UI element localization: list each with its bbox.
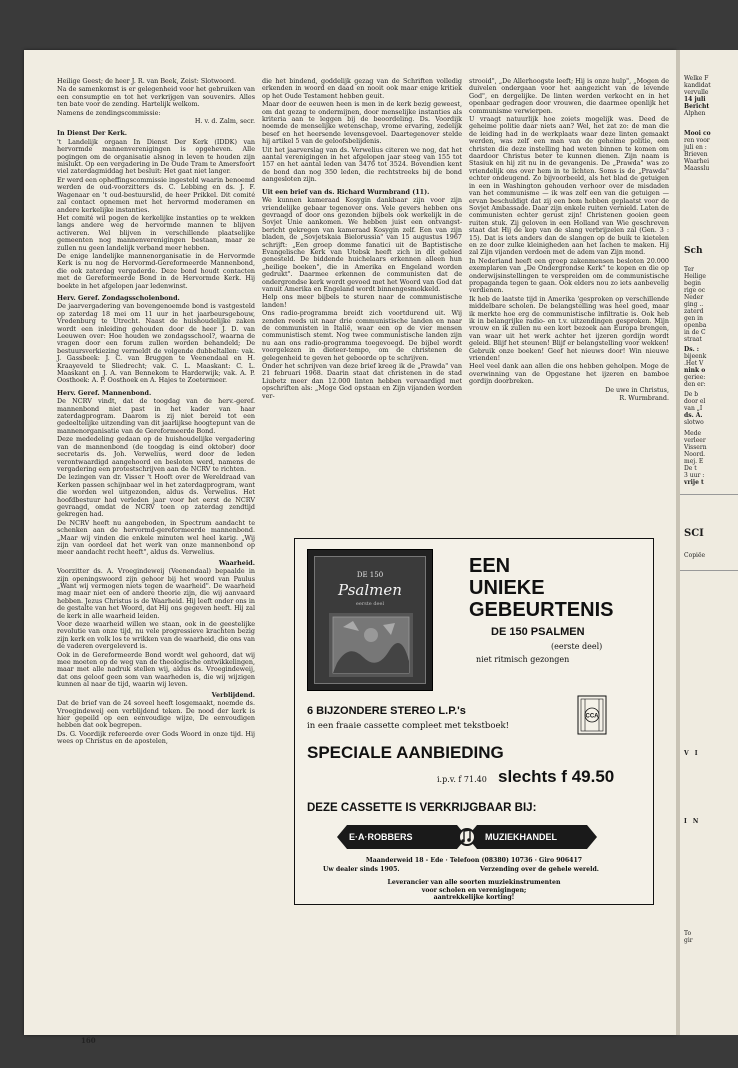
cca-logo-text: CCA <box>585 713 599 720</box>
next-text: van „I <box>684 405 703 412</box>
paragraph: Na de samenkomst is er gelegenheid voor het gebruiken van een consumptie en tot het verkrijgen van souvenirs. Alles ten bate voor de zending. Hartelijk welkom. <box>57 85 255 109</box>
next-text: Neder <box>684 294 704 301</box>
signature-name: R. Wurmbrand. <box>619 394 669 403</box>
subheading: Waarheid. <box>218 558 255 567</box>
paragraph: Er werd een opheffingscommissie ingesteld waarin benoemd werden de oud-voorzitters ds. C. Lebbing en ds. J. F. Wagenaar en 't oud-bestuurslid, de heer Prikkel. Dit comité zal contact opnemen met het hervormd moderamen en andere kerkelijke instanties. <box>57 175 255 214</box>
column-right <box>469 78 669 403</box>
next-text: To <box>684 930 692 937</box>
next-text: Waarhei <box>684 158 710 165</box>
robbers-logo <box>337 825 597 849</box>
supplier-line-3: aantrekkelijke korting! <box>433 894 515 901</box>
paragraph: Ook in de Gereformeerde Bond wordt wel gehoord, dat wij mee moeten op de weg van de theologische ontwikkelingen, maar met alle nadruk stellen wij, aldus ds. Vroegindeweij, dat ons geloof geen som van waarheden is, die wij wijzigen kunnen al naar de tijd, waarin wij leven. <box>57 650 255 689</box>
next-text: nink o <box>684 367 706 374</box>
supplier-line-1: Leverancier van alle soorten muziekinstrumenten <box>387 879 561 886</box>
shipping-note: Verzending over de gehele wereld. <box>480 866 599 873</box>
cca-logo <box>577 695 607 735</box>
next-heading: Sch <box>684 246 703 256</box>
next-text: door el <box>684 398 706 405</box>
paragraph: Ds. G. Voordijk refereerde over Gods Woord in onze tijd. Hij wees op Christus en de apostelen, <box>57 729 255 746</box>
logo-right-text: MUZIEKHANDEL <box>485 832 557 842</box>
column-left <box>57 78 255 747</box>
next-text: .Het V <box>684 360 704 367</box>
next-text: Alphen <box>684 110 706 117</box>
special-offer-heading: SPECIALE AANBIEDING <box>307 743 504 762</box>
section-heading: Uit een brief van ds. Richard Wurmbrand (11). <box>262 187 430 196</box>
album-title: Psalmen <box>338 581 402 599</box>
paragraph: Heel veel dank aan allen die ons hebben geholpen. Moge de overwinning van de Opgestane het ijzeren en bamboe gordijn doorbreken. <box>469 362 669 386</box>
next-text: Welke F <box>684 75 709 82</box>
section-heading: Herv. Geref. Mannenbond. <box>57 388 152 397</box>
next-text: Noord. <box>684 451 706 458</box>
headline <box>469 555 613 621</box>
headline-line-1: EEN <box>469 555 511 577</box>
album-subtitle: eerste deel <box>355 601 385 607</box>
next-text: 3 uur : <box>684 472 705 479</box>
next-text: rige oc <box>684 287 706 294</box>
next-text: 14 juli <box>684 96 706 103</box>
engraving-illustration <box>329 613 413 677</box>
paragraph: We kunnen kameraad Kosygin dankbaar zijn voor zijn vriendelijke gebaar tegenover ons. Vele gevers hebben ons gevraagd of door ons gezonden bijbels ook werkelijk in de Sovjet Unie aankomen. We hebben juist een ontvangst-bericht gekregen van kameraad Kosygin zelf. Een van zijn bladen, de „Sovjetskaia Bielorussia" van 15 augustus 1967 schrijft: „Een groep domme fanatici uit de Baptistische Evangelische Kerk van Utebsk heeft zich in dit gebied genesteld. De biddende huichelaars erkennen alleen hun „heilige boeken", die in Amerika en Engeland worden gedrukt". Daarmee erkennen de communisten dat de ondergrondse kerk wordt gevoed met het Woord van God dat vanuit Amerika en Engeland wordt binnengesmokkeld. <box>262 196 462 293</box>
paragraph: Ons radio-programma breidt zich voortdurend uit. Wij zenden reeds uit naar drie communistische landen en naar de communisten in Italië, waar een op de vier mensen communistisch stemt. Nog twee communistische landen zijn nu aan ons radio-programma toegevoegd. De bijbel wordt voorgelezen in dieteer-tempo, om de christenen de gelegenheid te geven het geboorde op te schrijven. <box>262 309 462 362</box>
next-text: vrije t <box>684 479 704 486</box>
next-text: Ds. : <box>684 346 699 353</box>
store-address: Maanderweid 18 - Ede · Telefoon (08380) 10736 · Giro 906417 <box>365 857 583 864</box>
next-text: vervulle <box>684 89 709 96</box>
paragraph: In Nederland heeft een groep zakenmensen besloten 20.000 exemplaren van „De Ondergrondse Kerk" te kopen en die op onderwijsinstellingen te verspreiden om de communistische propaganda tegen te gaan. Ook elders nou zo iets aanbevelig verdienen. <box>469 256 669 295</box>
column-middle <box>262 78 462 401</box>
next-text: begin <box>684 280 702 287</box>
next-text: ging .. <box>684 301 704 308</box>
next-text: Bericht <box>684 103 710 110</box>
advertisement <box>294 538 654 905</box>
next-text: geriee: <box>684 374 706 381</box>
paragraph: De NCRV vindt, dat de toogdag van de herv.-geref. mannenbond niet past in het kader van haar zaterdagprogram. Daarom is zij niet bereid tot een gedeeltelijke uitzending van dit jaarlijkse hoogtepunt van de mannenorganisatie van de Gereformeerde Bond. <box>57 397 255 435</box>
stereo-heading: 6 BIJZONDERE STEREO L.P.'s <box>307 705 466 717</box>
next-text: straat <box>684 336 702 343</box>
product-part: (eerste deel) <box>551 642 603 651</box>
paragraph: Voor deze waarheid willen we staan, ook in de geestelijke revolutie van onze tijd, nu vele progressieve krachten bezig zijn kerk en volk los te wrikken van de waarheid, die ons van de vaderen overgeleverd is. <box>57 620 255 651</box>
next-text: Vissern <box>684 444 707 451</box>
next-text: verleer <box>684 437 706 444</box>
paragraph: die het bindend, goddelijk gezag van de Schriften volledig erkenden in woord en daad en nooit ook maar enige kritiek op het Oude Testament hebben geuit. <box>262 77 462 100</box>
next-page-edge <box>680 50 738 1035</box>
next-heading: I N <box>684 818 701 825</box>
next-text: kandidat <box>684 82 711 89</box>
next-text: ren voor <box>684 137 710 144</box>
next-heading: V I <box>684 750 700 757</box>
next-text: bijeenk <box>684 353 707 360</box>
next-text: openba <box>684 322 707 329</box>
supplier-note <box>295 879 653 902</box>
paragraph: De jaarvergadering van bovengenoemde bond is vastgesteld op zaterdag 18 mei om 11 uur in het jaarbeursgebouw, Vredenburg te Utrecht. Naast de huishoudelijke zaken wordt een inleiding gehouden door de heer J. D. van Leeuwen over: Hoe houden we zondagsschool?, waarna de vragen door een forum zullen worden behandeld; De bestuursverkiezing vermeldt de volgende dubbeltallen: vak. J. Gassbeek: J. C. van Bruggen te Veenendaal en H. Kraayeveld te Sliedrecht; vak. C. L. Maaskant: C. L. Maaskant en J. A. van Bennekom te Harderwijk; vak. A. P. Oosthoek: A. P. Oosthoek en A. Hajes te Zoetermeer. <box>57 302 255 385</box>
paragraph: Onder het schrijven van deze brief kreeg ik de „Prawda" van 21 februari 1968. Daarin staat dat christenen in de stad Liubetz meer dan 12.000 linten hebben vervaardigd met opschriften als: „Moge God opstaan en Zijn vijanden worden ver- <box>262 362 462 400</box>
next-text: Copiëe <box>684 552 706 559</box>
next-text: gir <box>684 937 693 944</box>
next-text: in de C <box>684 329 706 336</box>
page-number: 160 <box>81 1036 96 1045</box>
stereo-subheading: in een fraaie cassette compleet met tekstboek! <box>307 721 510 731</box>
next-text: juli en : <box>684 144 707 151</box>
dealer-since: Uw dealer sinds 1905. <box>323 866 400 873</box>
next-text: Brieven <box>684 151 708 158</box>
paragraph: Deze mededeling gedaan op de huishoudelijke vergadering van de mannenbond (de toogdag is eind oktober) door secretaris ds. Joh. Verwelius, werd door de leden verontwaardigd aangehoord en besloten werd, namens de vergadering een protestschrijven aan de NCRV te richten. <box>57 435 255 473</box>
paragraph: De enige landelijke mannenorganisatie in de Hervormde Kerk is nu nog de Hervormd-Gereformeerde Mannenbond, die ook zaterdag vergaderde. Deze bond houdt contacten met de Gereformeerde Bond in de Hervormde Kerk. Hij boekte in het afgelopen jaar ledenwinst. <box>57 251 255 290</box>
signature-line: De uwe in Christus, <box>605 385 669 394</box>
next-text: Mede <box>684 430 702 437</box>
next-text: den er: <box>684 381 706 388</box>
paragraph: Ik heb de laatste tijd in Amerika 'gesproken op verschillende middelbare scholen. De belangstelling was heel goed, maar ik merkte hoe erg de communistische infiltratie is. Ook heb ik in belangrijke radio- en t.v. uitzendingen gesproken. Mijn vrouw en ik zullen nu een kort bezoek aan Europa brengen, van waar uit het werk achter het ijzeren gordijn wordt geleid. Blijf het steunen! Blijf er belangstelling voor wekken! Gebruik onze boeken! Geef het nieuws door! Win nieuwe vrienden! <box>469 294 669 363</box>
paragraph: Dat de brief van de 24 soveel heeft losgemaakt, noemde ds. Vroegindeweij een verblijdend teken. De nood der kerk is hier gepeild op een eenvoudige wijze, De eenvoudigen hebben dat ook begrepen. <box>57 699 255 730</box>
next-text: ds. A. <box>684 412 703 419</box>
next-text: slotwo <box>684 419 704 426</box>
paragraph: De NCRV heeft nu aangeboden, in Spectrum aandacht te schenken aan de hervormd-gereformeerde mannenbond. „Maar wij vinden die enkele minuten wel heel karig. „Wij zijn van oordeel dat het werk van onze mannenbond op meer aandacht recht heeft", aldus ds. Verwelius. <box>57 518 255 557</box>
supplier-line-2: voor scholen en verenigingen; <box>421 886 527 894</box>
paragraph: Maar door de eeuwen heen is men in de kerk bezig geweest, om dat gezag te ondermijnen, door menselijke instanties als kriteria aan te leggen bij de beoordeling. Ds. Voordijk noemde de menselijke wetenschap, vrome ervaring, zedelijk besef en het heersende levensgevoel. Daartegenover stelde hij artikel 5 van de geloofsbelijdenis. <box>262 100 462 146</box>
paragraph: Heilige Geest; de heer J. R. van Beek, Zeist: Slotwoord. <box>57 77 237 85</box>
subheading: Verblijdend. <box>211 690 255 699</box>
product-title: DE 150 PSALMEN <box>491 626 585 638</box>
original-price: i.p.v. f 71.40 <box>437 775 487 784</box>
headline-line-3: GEBEURTENIS <box>469 599 614 621</box>
paragraph: strooid", „De Allerhoogste leeft; Hij is onze hulp", „Mogen de duivelen ondergaan voor het aangezicht van de levende God", en dergelijke. De linten werden verkocht en in het openbaar gedragen door vrouwen, die daarmee openlijk het communisme verwierpen. <box>469 77 669 115</box>
next-text: mej. E <box>684 458 704 465</box>
next-text: De b <box>684 391 699 398</box>
paragraph: De lezingen van dr. Visser 't Hooft over de Wereldraad van Kerken passen schijnbaar wel in het zaterdagprogram, want die worden wel uitgezonden, aldus ds. Verwelius. Het hoofdbestuur had verleden jaar voor het eerst de NCRV gevraagd, omdat de NCRV toen op zaterdag zendtijd gekregen had. <box>57 473 255 519</box>
section-heading: In Dienst Der Kerk. <box>57 129 128 138</box>
album-cover-image <box>307 549 433 691</box>
paragraph: Namens de zendingscommissie: <box>57 108 161 117</box>
next-text: Heilige <box>684 273 706 280</box>
next-text: Mooi co <box>684 130 711 137</box>
album-top-text: DE 150 <box>356 571 384 579</box>
availability-heading: DEZE CASSETTE IS VERKRIJGBAAR BIJ: <box>307 802 537 814</box>
signature: H. v. d. Zalm, secr. <box>194 117 255 126</box>
next-text: De t <box>684 465 697 472</box>
next-heading: SCI <box>684 528 704 539</box>
next-text: gen in <box>684 315 703 322</box>
section-heading: Herv. Geref. Zondagsscholenbond. <box>57 293 180 302</box>
next-text: Ter <box>684 266 694 273</box>
next-text: zaterd <box>684 308 704 315</box>
product-note: niet ritmisch gezongen <box>476 655 570 664</box>
logo-left-text: E·A·ROBBERS <box>349 832 413 842</box>
paragraph: Uit het jaarverslag van ds. Verwelius citeren we nog, dat het aantal verenigingen in het afgelopen jaar steeg van 155 tot 157 en het aantal leden van 3476 tot 3524. Bovendien kent de bond dan nog 350 leden, die rechtstreeks bij de bond aangesloten zijn. <box>262 145 462 184</box>
offer-price: slechts f 49.50 <box>498 767 615 786</box>
paragraph: U vraagt natuurlijk hoe zoiets mogelijk was. Deed de geheime politie daar niets aan? Wel, het zat zo: de man die de leiding had in de werkplaats waar deze linten gemaakt werden, was zelf een man van de geheime politie, een christen die deze instelling had weten binnen te komen om daardoor Christus beter te kunnen dienen. Zijn naam is Stasiuk en hij zit nu in de gevangenis. De „Prawda" was zo vriendelijk ons over hem in te lichten. Soms is de „Prawda" echter ondeugend. Zo bijvoorbeeld, als het blad de getuigen in een in Washington gehouden verhoor over de misdaden van het communisme — ik was zelf een van die getuigen — ervan beschuldigt dat zij een bom hebben geplaatst voor de Sovjet Ambassade. Daar zijn enkele ruiten vernield. Laten de communisten echter gerust zijn! Christenen gooien geen ruiten stuk. Zij geloven in een Holland van Wie geschreven staat dat Hij de kop van de slang verbrijzelen zal (Gen. 3 : 15). Dat is iets anders dan de slangen op de buik te kietelen en ze door zulke kleinigheden aan het lachen te maken. Hij zal Zijn vijanden verdoen met de adem van Zijn mond. <box>469 115 669 257</box>
next-text: Maasslu <box>684 165 710 172</box>
paragraph: Help ons meer bijbels te sturen naar de communistische landen! <box>262 293 462 309</box>
paragraph: Voorzitter ds. A. Vroegindeweij (Veenendaal) bepaalde in zijn openingswoord zijn gehoor bij het woord van Paulus „Want wij vermogen niets tegen de waarheid". De waarheid mag maar niet een of andere theorie zijn, die wij aanvaard hebben. Jezus Christus is de Waarheid. Hij leeft onder ons in de gestalte van het Woord, dat Hij ons gegeven heeft. Hij zal de kerk in alle waarheid leiden. <box>57 567 255 620</box>
headline-line-2: UNIEKE <box>469 577 545 599</box>
paragraph: 't Landelijk orgaan In Dienst Der Kerk (IDDK) van hervormde mannenverenigingen is opgeheven. Alle pogingen om de organisatie alsnog in leven te houden zijn mislukt. Op een vergadering in De Oude Tram te Amersfoort viel zaterdagmiddag het besluit: Het gaat niet langer. <box>57 137 255 176</box>
paragraph: Het comité wil pogen de kerkelijke instanties op te wekken langs andere weg de hervormde mannen te blijven activeren. Wel blijven in verschillende plaatselijke gemeenten nog mannenverenigingen bestaan, maar ze zullen nu geen landelijk verband meer hebben. <box>57 213 255 252</box>
